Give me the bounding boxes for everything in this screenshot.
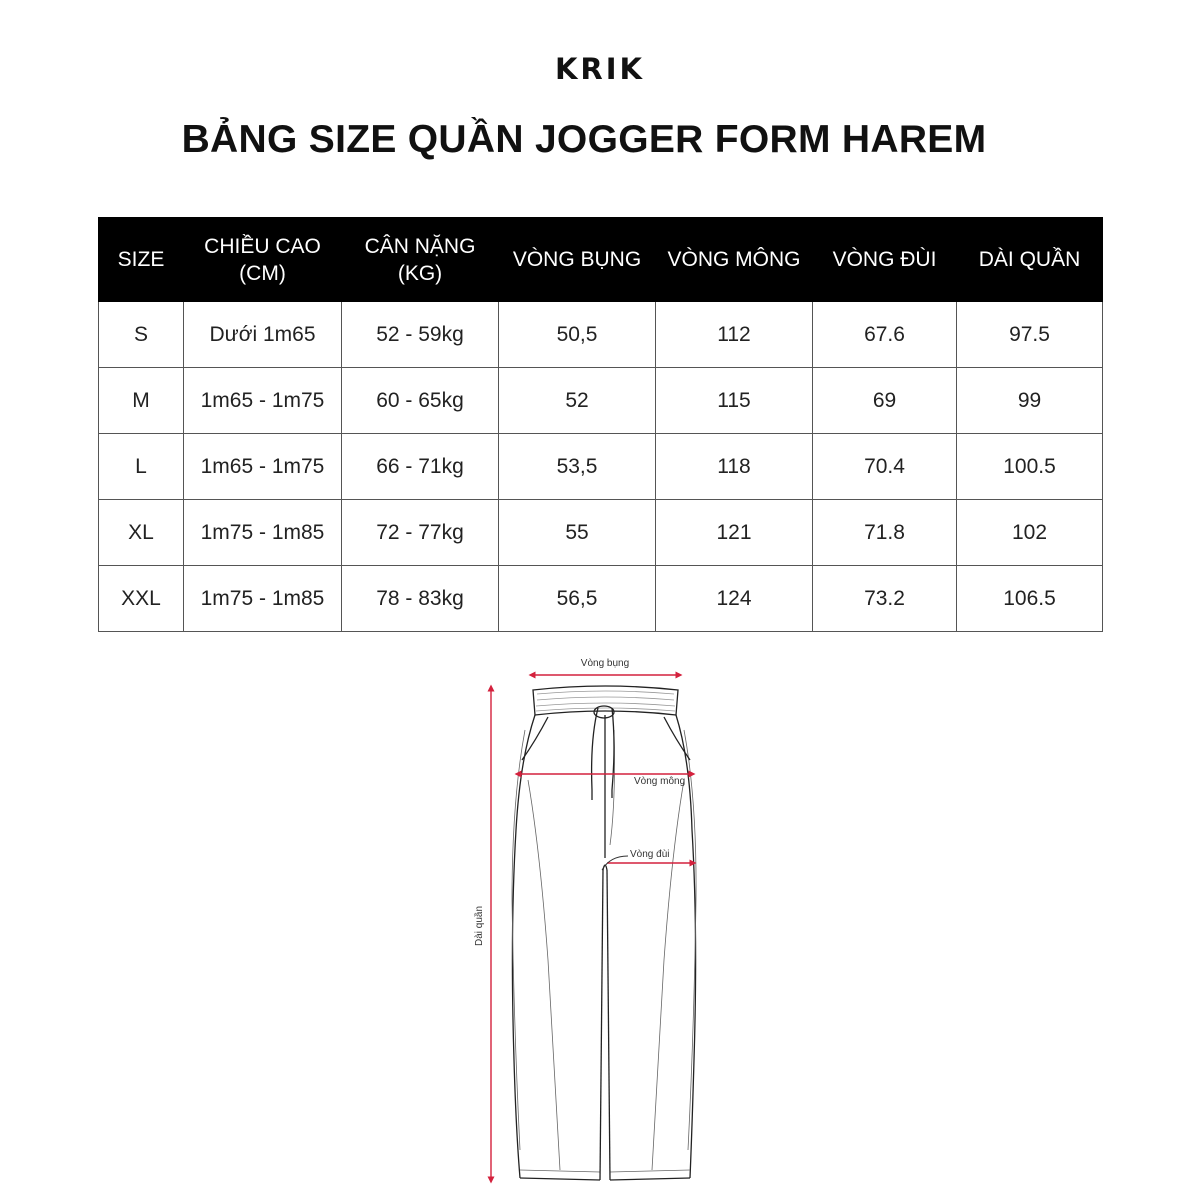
brand-logo: KRIK bbox=[554, 52, 646, 86]
table-cell: Dưới 1m65 bbox=[184, 302, 342, 368]
pants-diagram bbox=[460, 650, 720, 1200]
waist-label: Vòng bụng bbox=[580, 658, 630, 669]
thigh-label: Vòng đùi bbox=[630, 849, 670, 860]
hip-label: Vòng mông bbox=[634, 776, 686, 787]
table-cell: 112 bbox=[656, 302, 813, 368]
table-cell: 118 bbox=[656, 434, 813, 500]
table-cell: 78 - 83kg bbox=[342, 566, 499, 632]
size-table-body bbox=[99, 302, 1103, 632]
table-cell: 1m65 - 1m75 bbox=[184, 368, 342, 434]
size-table bbox=[98, 217, 1103, 632]
table-cell: 66 - 71kg bbox=[342, 434, 499, 500]
table-cell: M bbox=[99, 368, 184, 434]
table-cell: 67.6 bbox=[813, 302, 957, 368]
header-row bbox=[99, 218, 1103, 302]
table-cell: 71.8 bbox=[813, 500, 957, 566]
table-row bbox=[99, 368, 1103, 434]
table-cell: 50,5 bbox=[499, 302, 656, 368]
table-cell: 99 bbox=[957, 368, 1103, 434]
column-header: VÒNG BỤNG bbox=[499, 218, 656, 302]
column-header: VÒNG ĐÙI bbox=[813, 218, 957, 302]
table-cell: 115 bbox=[656, 368, 813, 434]
table-cell: 52 bbox=[499, 368, 656, 434]
table-cell: 55 bbox=[499, 500, 656, 566]
table-row bbox=[99, 500, 1103, 566]
pants-outline bbox=[512, 686, 696, 1180]
table-row bbox=[99, 434, 1103, 500]
table-cell: 102 bbox=[957, 500, 1103, 566]
table-cell: 72 - 77kg bbox=[342, 500, 499, 566]
table-cell: 60 - 65kg bbox=[342, 368, 499, 434]
table-cell: S bbox=[99, 302, 184, 368]
column-header: SIZE bbox=[99, 218, 184, 302]
table-row bbox=[99, 302, 1103, 368]
table-cell: 100.5 bbox=[957, 434, 1103, 500]
table-cell: L bbox=[99, 434, 184, 500]
table-cell: 121 bbox=[656, 500, 813, 566]
column-header: DÀI QUẦN bbox=[957, 218, 1103, 302]
size-table-header bbox=[99, 218, 1103, 302]
table-row bbox=[99, 566, 1103, 632]
table-cell: 53,5 bbox=[499, 434, 656, 500]
table-cell: 124 bbox=[656, 566, 813, 632]
column-header: CHIỀU CAO (CM) bbox=[184, 218, 342, 302]
table-cell: XXL bbox=[99, 566, 184, 632]
table-cell: 70.4 bbox=[813, 434, 957, 500]
table-cell: 1m75 - 1m85 bbox=[184, 500, 342, 566]
length-label: Dài quần bbox=[474, 905, 485, 947]
table-cell: 73.2 bbox=[813, 566, 957, 632]
column-header: CÂN NẶNG (KG) bbox=[342, 218, 499, 302]
table-cell: 56,5 bbox=[499, 566, 656, 632]
page-title: BẢNG SIZE QUẦN JOGGER FORM HAREM bbox=[181, 118, 987, 161]
table-cell: 1m65 - 1m75 bbox=[184, 434, 342, 500]
table-cell: 106.5 bbox=[957, 566, 1103, 632]
table-cell: XL bbox=[99, 500, 184, 566]
table-cell: 97.5 bbox=[957, 302, 1103, 368]
table-cell: 52 - 59kg bbox=[342, 302, 499, 368]
column-header: VÒNG MÔNG bbox=[656, 218, 813, 302]
table-cell: 1m75 - 1m85 bbox=[184, 566, 342, 632]
table-cell: 69 bbox=[813, 368, 957, 434]
